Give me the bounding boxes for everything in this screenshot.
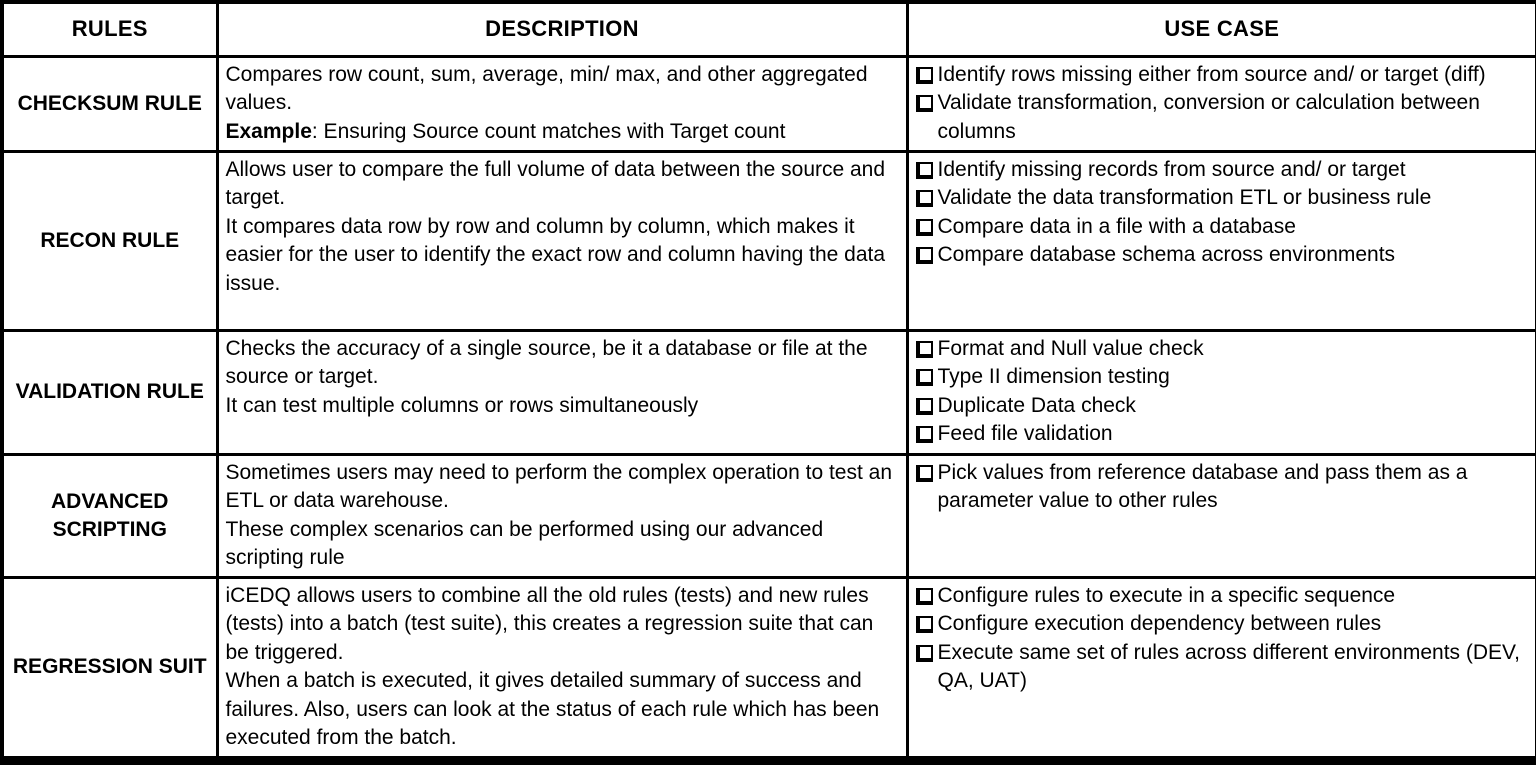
rule-use-cases bbox=[907, 454, 1536, 577]
column-header-description: DESCRIPTION bbox=[217, 2, 907, 56]
checkbox-icon bbox=[916, 162, 933, 179]
checkbox-icon bbox=[916, 398, 933, 415]
checkbox-icon bbox=[916, 616, 933, 633]
use-case-text: Type II dimension testing bbox=[937, 365, 1170, 388]
rule-description bbox=[217, 56, 907, 151]
rule-description bbox=[217, 151, 907, 330]
checkbox-icon bbox=[916, 645, 933, 662]
use-case-item bbox=[914, 89, 1528, 146]
rule-description bbox=[217, 330, 907, 454]
description-paragraph: These complex scenarios can be performed using our advanced scripting rule bbox=[225, 517, 824, 569]
description-paragraph: It can test multiple columns or rows simultaneously bbox=[225, 393, 699, 417]
rule-use-cases bbox=[907, 577, 1536, 760]
use-case-item bbox=[914, 392, 1528, 421]
rule-description bbox=[217, 577, 907, 760]
rule-description bbox=[217, 454, 907, 577]
use-case-text: Validate transformation, conversion or calculation between columns bbox=[937, 91, 1480, 143]
use-case-text: Execute same set of rules across different environments (DEV, QA, UAT) bbox=[937, 640, 1520, 692]
header-row bbox=[2, 2, 1536, 56]
use-case-text: Format and Null value check bbox=[937, 336, 1204, 360]
use-case-text: Configure rules to execute in a specific sequence bbox=[937, 583, 1396, 607]
use-case-item bbox=[914, 639, 1528, 696]
description-paragraph: Sometimes users may need to perform the complex operation to test an ETL or data warehouse. bbox=[225, 460, 892, 512]
use-case-text: Validate the data transformation ETL or business rule bbox=[937, 186, 1432, 209]
description-paragraph: Allows user to compare the full volume of data between the source and target. bbox=[225, 157, 886, 209]
table-body bbox=[2, 56, 1536, 760]
rule-use-cases bbox=[907, 56, 1536, 151]
rule-name: ADVANCED SCRIPTING bbox=[2, 454, 217, 577]
rule-name: REGRESSION SUIT bbox=[2, 577, 217, 760]
rule-name: RECON RULE bbox=[2, 151, 217, 330]
table-row bbox=[2, 454, 1536, 577]
use-case-item bbox=[914, 582, 1528, 611]
use-case-text: Feed file validation bbox=[937, 422, 1113, 445]
use-case-text: Duplicate Data check bbox=[937, 393, 1136, 417]
use-case-item bbox=[914, 459, 1528, 516]
use-case-item bbox=[914, 61, 1528, 90]
use-case-text: Pick values from reference database and pass them as a parameter value to other rules bbox=[937, 460, 1468, 512]
checkbox-icon bbox=[916, 190, 933, 207]
use-case-text: Identify missing records from source and/ or target bbox=[937, 157, 1406, 181]
column-header-use-case: USE CASE bbox=[907, 2, 1536, 56]
rule-use-cases bbox=[907, 330, 1536, 454]
checkbox-icon bbox=[916, 465, 933, 482]
table-row bbox=[2, 151, 1536, 330]
rule-name: VALIDATION RULE bbox=[2, 330, 217, 454]
use-case-item bbox=[914, 156, 1528, 185]
rule-name: CHECKSUM RULE bbox=[2, 56, 217, 151]
use-case-item bbox=[914, 335, 1528, 364]
checkbox-icon bbox=[916, 341, 933, 358]
checkbox-icon bbox=[916, 219, 933, 236]
use-case-text: Configure execution dependency between rules bbox=[937, 612, 1382, 635]
table-row bbox=[2, 56, 1536, 151]
use-case-text: Identify rows missing either from source and/ or target (diff) bbox=[937, 62, 1486, 86]
column-header-rules: RULES bbox=[2, 2, 217, 56]
checkbox-icon bbox=[916, 247, 933, 264]
checkbox-icon bbox=[916, 67, 933, 84]
use-case-item bbox=[914, 241, 1528, 270]
use-case-item bbox=[914, 213, 1528, 242]
use-case-item bbox=[914, 420, 1528, 449]
use-case-item bbox=[914, 610, 1528, 639]
checkbox-icon bbox=[916, 95, 933, 112]
use-case-item bbox=[914, 363, 1528, 392]
rule-use-cases bbox=[907, 151, 1536, 330]
description-paragraph: iCEDQ allows users to combine all the old rules (tests) and new rules (tests) into a batch (test suite), this creates a regression suite that can be triggered. bbox=[225, 583, 874, 664]
use-case-text: Compare data in a file with a database bbox=[937, 214, 1296, 238]
checkbox-icon bbox=[916, 426, 933, 443]
checkbox-icon bbox=[916, 588, 933, 605]
description-paragraph: Compares row count, sum, average, min/ max, and other aggregated values. bbox=[225, 62, 868, 114]
checkbox-icon bbox=[916, 369, 933, 386]
use-case-text: Compare database schema across environments bbox=[937, 243, 1396, 266]
description-paragraph: It compares data row by row and column by column, which makes it easier for the user to identify the exact row and column having the data issue. bbox=[225, 214, 886, 295]
description-paragraph: Checks the accuracy of a single source, be it a database or file at the source or target. bbox=[225, 336, 868, 388]
table-row bbox=[2, 330, 1536, 454]
description-paragraph: Example: Ensuring Source count matches with Target count bbox=[225, 119, 786, 143]
description-paragraph: When a batch is executed, it gives detailed summary of success and failures. Also, users can look at the status of each rule which has been executed from the batch. bbox=[225, 669, 880, 749]
use-case-item bbox=[914, 184, 1528, 213]
table-row bbox=[2, 577, 1536, 760]
